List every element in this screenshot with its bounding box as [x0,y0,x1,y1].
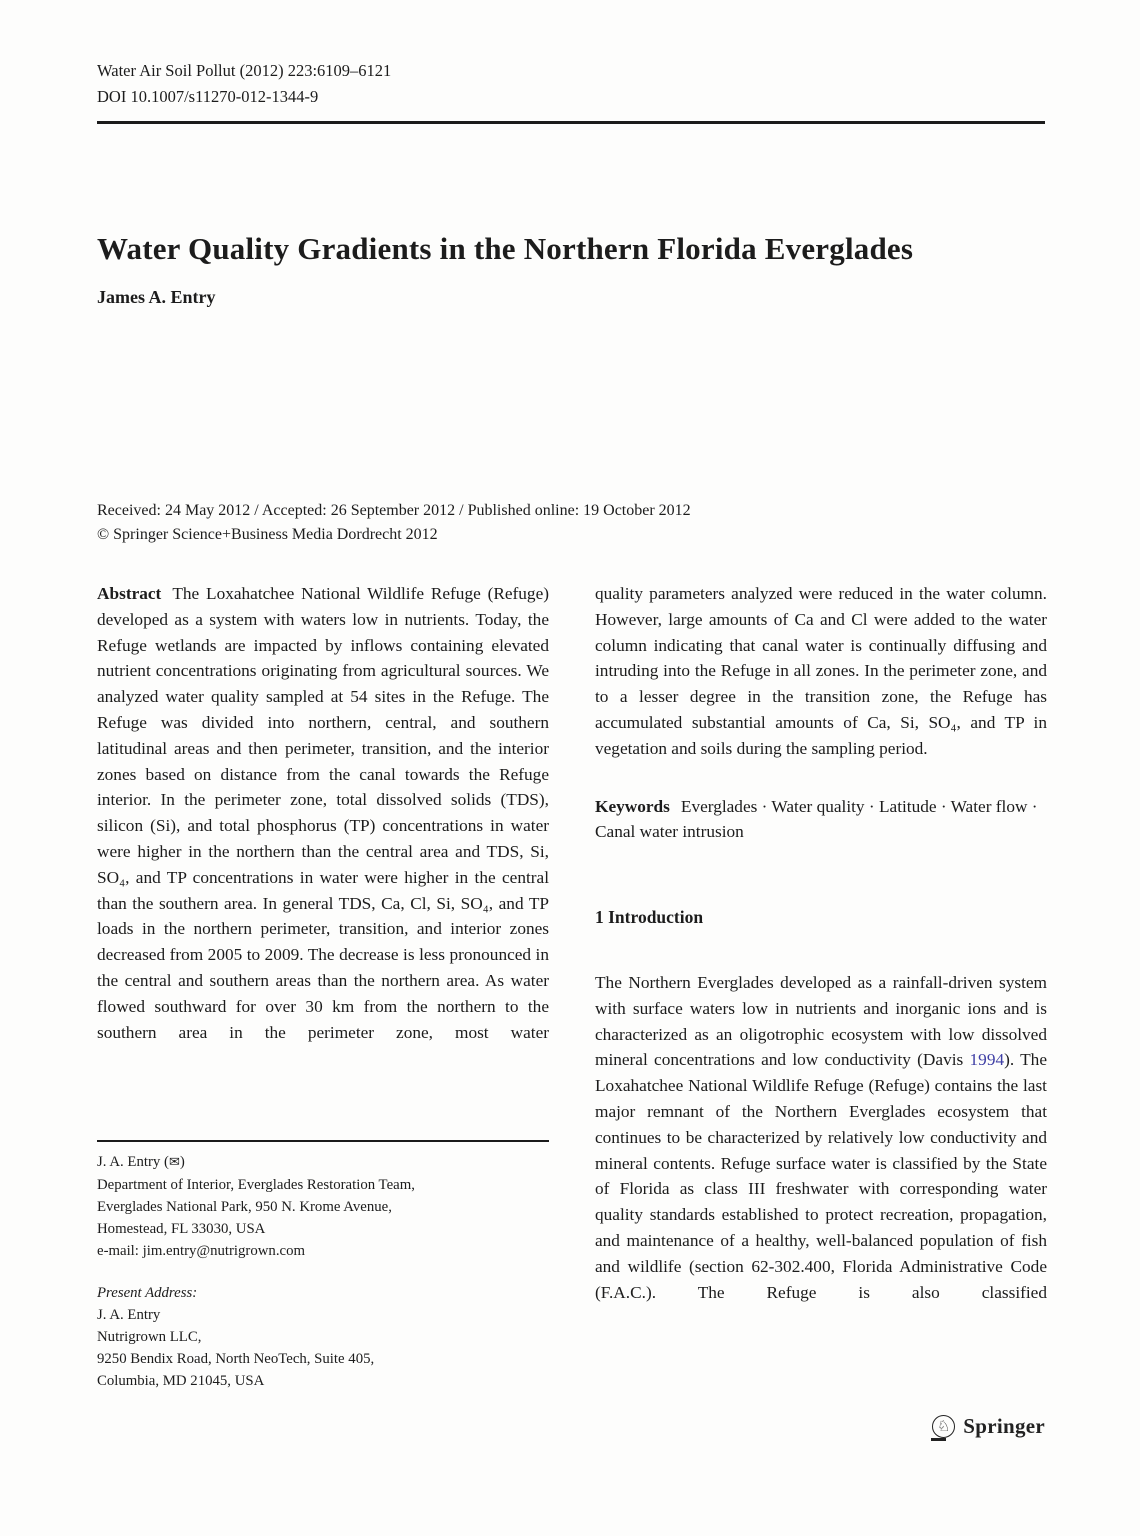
envelope-icon: ✉ [168,1155,180,1170]
keywords-paragraph [595,794,1047,846]
address-line: Homestead, FL 33030, USA [97,1221,266,1237]
citation-link[interactable]: 1994 [969,1050,1005,1070]
author-name: James A. Entry [97,287,216,307]
left-column [97,581,549,1045]
received-accepted-line: Received: 24 May 2012 / Accepted: 26 September 2012 / Published online: 19 October 2012 [97,502,691,519]
introduction-paragraph [595,970,1047,1305]
correspondence-footnote [97,1140,549,1392]
page-title: Water Quality Gradients in the Northern Florida Everglades [97,230,914,266]
address-line: Everglades National Park, 950 N. Krome Avenue, [97,1199,392,1215]
journal-header [97,58,391,110]
keywords-text: Everglades · Water quality · Latitude · Water flow · Canal water intrusion [595,796,1038,842]
present-address-line: Columbia, MD 21045, USA [97,1373,265,1389]
intro-text-before-citation: The Northern Everglades developed as a rainfall-driven system with surface waters low in nutrients and inorganic ions and is characterized as an oligotrophic ecosystem with low dissolved mineral concentrations and low conductivity (Davis [595,972,1047,1070]
publication-info [97,499,691,546]
corresponding-author-line [97,1151,549,1174]
abstract-text-col1: The Loxahatchee National Wildlife Refuge (Refuge) developed as a system with waters low in nutrients. Today, the Refuge wetlands are impacted by inflows containing elevated nutrient concentrations originating from agricultural sources. We analyzed water quality sampled at 54 sites in the Refuge. The Refuge was divided into northern, central, and southern latitudinal areas and then perimeter, transition, and the interior zones based on distance from the canal towards the Refuge interior. In the perimeter zone, total dissolved solids (TDS), silicon (Si), and total phosphorus (TP) concentrations in water were higher in the northern than the central area and TDS, Si, SO₄, and TP concentrations in water were higher in the central than the southern area. In general TDS, Ca, Cl, Si, SO₄, and TP loads in the northern perimeter, transition, and interior zones decreased from 2005 to 2009. The decrease is less pronounced in the central and southern areas than the northern area. As water flowed southward for over 30 km from the northern to the southern area in the perimeter zone, most water [97,584,549,1042]
publisher-name: Springer [963,1414,1045,1438]
present-address-line: Nutrigrown LLC, [97,1329,202,1345]
corresponding-author-name: J. A. Entry ( [97,1154,169,1170]
present-address-line: 9250 Bendix Road, North NeoTech, Suite 405, [97,1351,375,1367]
abstract-label: Abstract [97,584,162,603]
present-address-line: J. A. Entry [97,1307,161,1323]
copyright-line: © Springer Science+Business Media Dordrecht 2012 [97,525,438,543]
springer-knight-icon: ♘ [932,1415,955,1438]
section-heading-introduction: 1 Introduction [595,907,704,928]
abstract-continuation-paragraph [595,581,1047,762]
present-address-label: Present Address: [97,1285,198,1301]
doi-line: DOI 10.1007/s11270-012-1344-9 [97,87,319,106]
footnote-divider [97,1140,549,1142]
address-line: Department of Interior, Everglades Restoration Team, [97,1177,415,1193]
journal-citation-line: Water Air Soil Pollut (2012) 223:6109–6121 [97,61,392,80]
header-divider [97,121,1045,124]
intro-text-after-citation: ). The Loxahatchee National Wildlife Refuge (Refuge) contains the last major remnant of the Northern Everglades ecosystem that continues to be characterized by relatively low conductivity and mineral contents. Refuge surface water is classified by the State of Florida as class III freshwater with corresponding water quality standards established to protect recreation, propagation, and maintenance of a healthy, well-balanced population of fish and wildlife (section 62-302.400, Florida Administrative Code (F.A.C.). The Refuge is also classified [595,1050,1047,1302]
abstract-paragraph [97,581,549,1045]
keywords-label: Keywords [595,796,670,816]
email-line: e-mail: jim.entry@nutrigrown.com [97,1243,305,1259]
corresponding-author-paren: ) [179,1154,185,1170]
present-address-block [97,1282,549,1392]
abstract-text-col2: quality parameters analyzed were reduced in the water column. However, large amounts of Ca and Cl were added to the water column indicating that canal water is continually diffusing and intruding into the Refuge in all zones. In the perimeter zone, and to a lesser degree in the transition zone, the Refuge has accumulated substantial amounts of Ca, Si, SO₄, and TP in vegetation and soils during the sampling period. [595,584,1047,758]
right-column [595,581,1047,1305]
springer-logo [932,1414,1045,1439]
